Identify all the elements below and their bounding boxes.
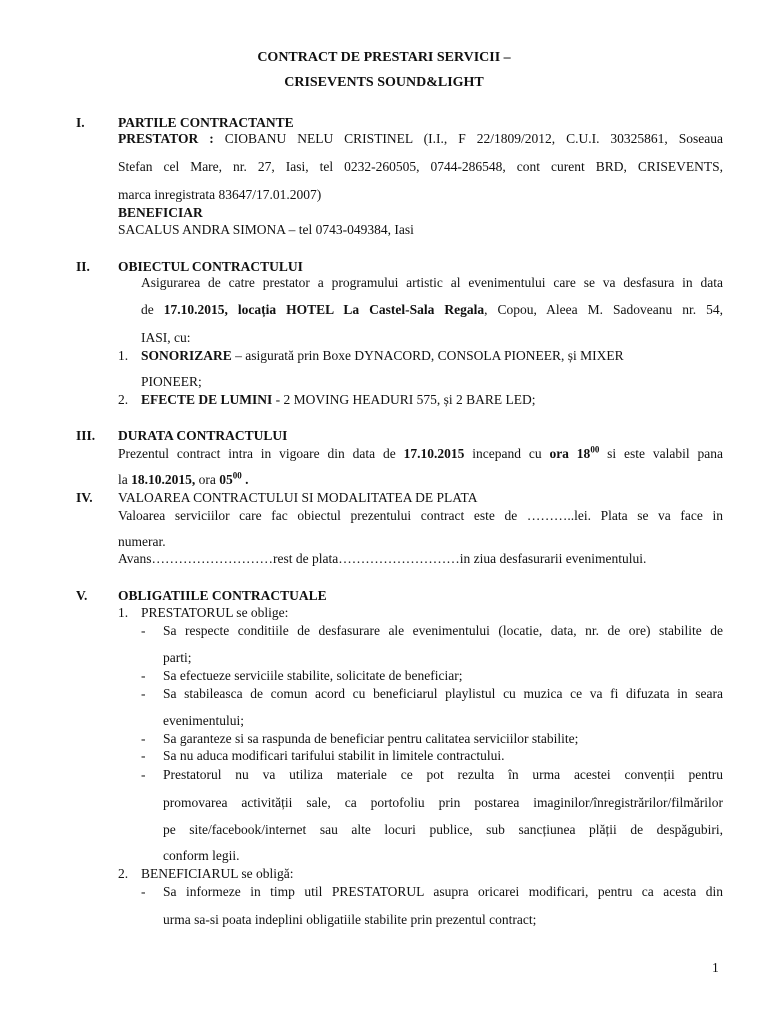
durata-line-1-b: incepand cu <box>464 446 550 461</box>
obiect-item-1 <box>141 348 723 364</box>
section-5-heading: OBLIGATIILE CONTRACTUALE <box>118 588 327 603</box>
end-hour: 05 <box>219 472 233 487</box>
obiect-item-1-number: 1. <box>118 348 129 363</box>
valoare-line-3: Avans………………………rest de plata………………………in ziua desfasurarii evenimentului. <box>118 551 647 566</box>
obligatii-beneficiar-number: 2. <box>118 866 129 881</box>
efecte-lumini-text: - 2 MOVING HEADURI 575, și 2 BARE LED; <box>272 392 536 407</box>
start-date: 17.10.2015 <box>403 446 465 461</box>
prestator-obligation-4: Sa garanteze si sa raspunda de beneficiar pentru calitatea serviciilor stabilite; <box>163 731 579 746</box>
efecte-lumini-label: EFECTE DE LUMINI <box>141 392 273 407</box>
bullet-dash: - <box>141 686 146 701</box>
prestator-obligation-1: Sa respecte conditiile de desfasurare ale evenimentului (locatie, data, nr. de ore) stabilite de <box>163 623 723 638</box>
start-hour-minutes: 00 <box>590 444 600 455</box>
prestator-obligation-6-line-4: conform legii. <box>163 848 240 863</box>
contract-subtitle: CRISEVENTS SOUND&LIGHT <box>284 75 484 90</box>
prestator-obligation-1-cont: parti; <box>163 650 192 665</box>
page-number: 1 <box>712 960 719 975</box>
sonorizare-label: SONORIZARE <box>141 348 232 363</box>
obligatii-beneficiar-heading: BENEFICIARUL se obligă: <box>141 866 294 881</box>
durata-line-1-c: si este valabil pana <box>599 446 724 461</box>
durata-line-2-b: ora <box>195 472 220 487</box>
prestator-obligation-3-cont: evenimentului; <box>163 713 244 728</box>
contract-title: CONTRACT DE PRESTARI SERVICII – <box>257 50 511 65</box>
section-2-number: II. <box>76 259 90 274</box>
obiect-line-3: IASI, cu: <box>141 330 191 345</box>
beneficiar-obligation-1: Sa informeze in timp util PRESTATORUL asupra oricarei modificari, pentru ca acesta din <box>163 884 723 899</box>
section-5-number: V. <box>76 588 88 603</box>
obiect-item-2-number: 2. <box>118 392 129 407</box>
prestator-line-2: Stefan cel Mare, nr. 27, Iasi, tel 0232-260505, 0744-286548, cont curent BRD, CRISEVENTS, <box>118 159 723 174</box>
obiect-item-2 <box>141 392 723 408</box>
prestator-obligation-5: Sa nu aduca modificari tarifului stabilit in limitele contractului. <box>163 748 505 763</box>
section-1-number: I. <box>76 115 85 130</box>
prestator-obligation-3: Sa stabileasca de comun acord cu beneficiarul playlistul cu muzica ce va fi difuzata in seara <box>163 686 723 701</box>
beneficiar-obligation-1-cont: urma sa-si poata indeplini obligatiile stabilite prin prezentul contract; <box>163 912 537 927</box>
prestator-line-1 <box>118 131 723 147</box>
prestator-obligation-6-line-2: promovarea activității sale, ca portofoliu prin postarea imaginilor/înregistrărilor/filmărilor <box>163 795 723 810</box>
durata-line-2-a: la <box>118 472 132 487</box>
durata-line-2-c: . <box>241 472 249 487</box>
valoare-line-1: Valoarea serviciilor care fac obiectul prezentului contract este de ………..lei. Plata se va face in <box>118 508 723 523</box>
durata-line-2 <box>118 472 723 488</box>
prestator-text-1: CIOBANU NELU CRISTINEL (I.I., F 22/1809/2012, C.U.I. 30325861, Soseaua <box>224 131 724 146</box>
bullet-dash: - <box>141 748 146 763</box>
section-1-heading: PARTILE CONTRACTANTE <box>118 115 294 130</box>
prestator-line-3: marca inregistrata 83647/17.01.2007) <box>118 187 322 202</box>
obiect-line-2-a: de <box>141 302 164 317</box>
obiect-line-1: Asigurarea de catre prestator a programului artistic al evenimentului care se va desfasura in data <box>141 275 723 290</box>
section-3-heading: DURATA CONTRACTULUI <box>118 428 288 443</box>
bullet-dash: - <box>141 767 146 782</box>
bullet-dash: - <box>141 623 146 638</box>
obiect-line-2 <box>141 302 723 318</box>
event-date-location: 17.10.2015, locația HOTEL La Castel-Sala Regala <box>163 302 485 317</box>
bullet-dash: - <box>141 668 146 683</box>
obligatii-prestator-number: 1. <box>118 605 129 620</box>
durata-line-1 <box>118 446 723 462</box>
obligatii-prestator-heading: PRESTATORUL se oblige: <box>141 605 289 620</box>
section-4-heading: VALOAREA CONTRACTULUI SI MODALITATEA DE PLATA <box>118 490 478 505</box>
beneficiar-label: BENEFICIAR <box>118 205 203 220</box>
prestator-obligation-6-line-3: pe site/facebook/internet sau alte locuri publice, sub sancțiunea plății de despăgubiri, <box>163 822 723 837</box>
valoare-line-2: numerar. <box>118 534 166 549</box>
prestator-obligation-2: Sa efectueze serviciile stabilite, solicitate de beneficiar; <box>163 668 463 683</box>
prestator-obligation-6: Prestatorul nu va utiliza materiale ce pot rezulta în urma acestei convenții pentru <box>163 767 723 782</box>
durata-line-1-a: Prezentul contract intra in vigoare din data de <box>118 446 404 461</box>
beneficiar-text: SACALUS ANDRA SIMONA – tel 0743-049384, Iasi <box>118 222 414 237</box>
bullet-dash: - <box>141 884 146 899</box>
start-hour: ora 18 <box>549 446 591 461</box>
sonorizare-text: – asigurată prin Boxe DYNACORD, CONSOLA PIONEER, și MIXER <box>231 348 624 363</box>
bullet-dash: - <box>141 731 146 746</box>
obiect-item-1-cont: PIONEER; <box>141 374 202 389</box>
section-4-number: IV. <box>76 490 93 505</box>
obiect-line-2-b: , Copou, Aleea M. Sadoveanu nr. 54, <box>484 302 723 317</box>
section-2-heading: OBIECTUL CONTRACTULUI <box>118 259 303 274</box>
prestator-label: PRESTATOR : <box>118 131 214 146</box>
section-3-number: III. <box>76 428 96 443</box>
end-date: 18.10.2015, <box>131 472 196 487</box>
end-hour-minutes: 00 <box>232 470 242 481</box>
